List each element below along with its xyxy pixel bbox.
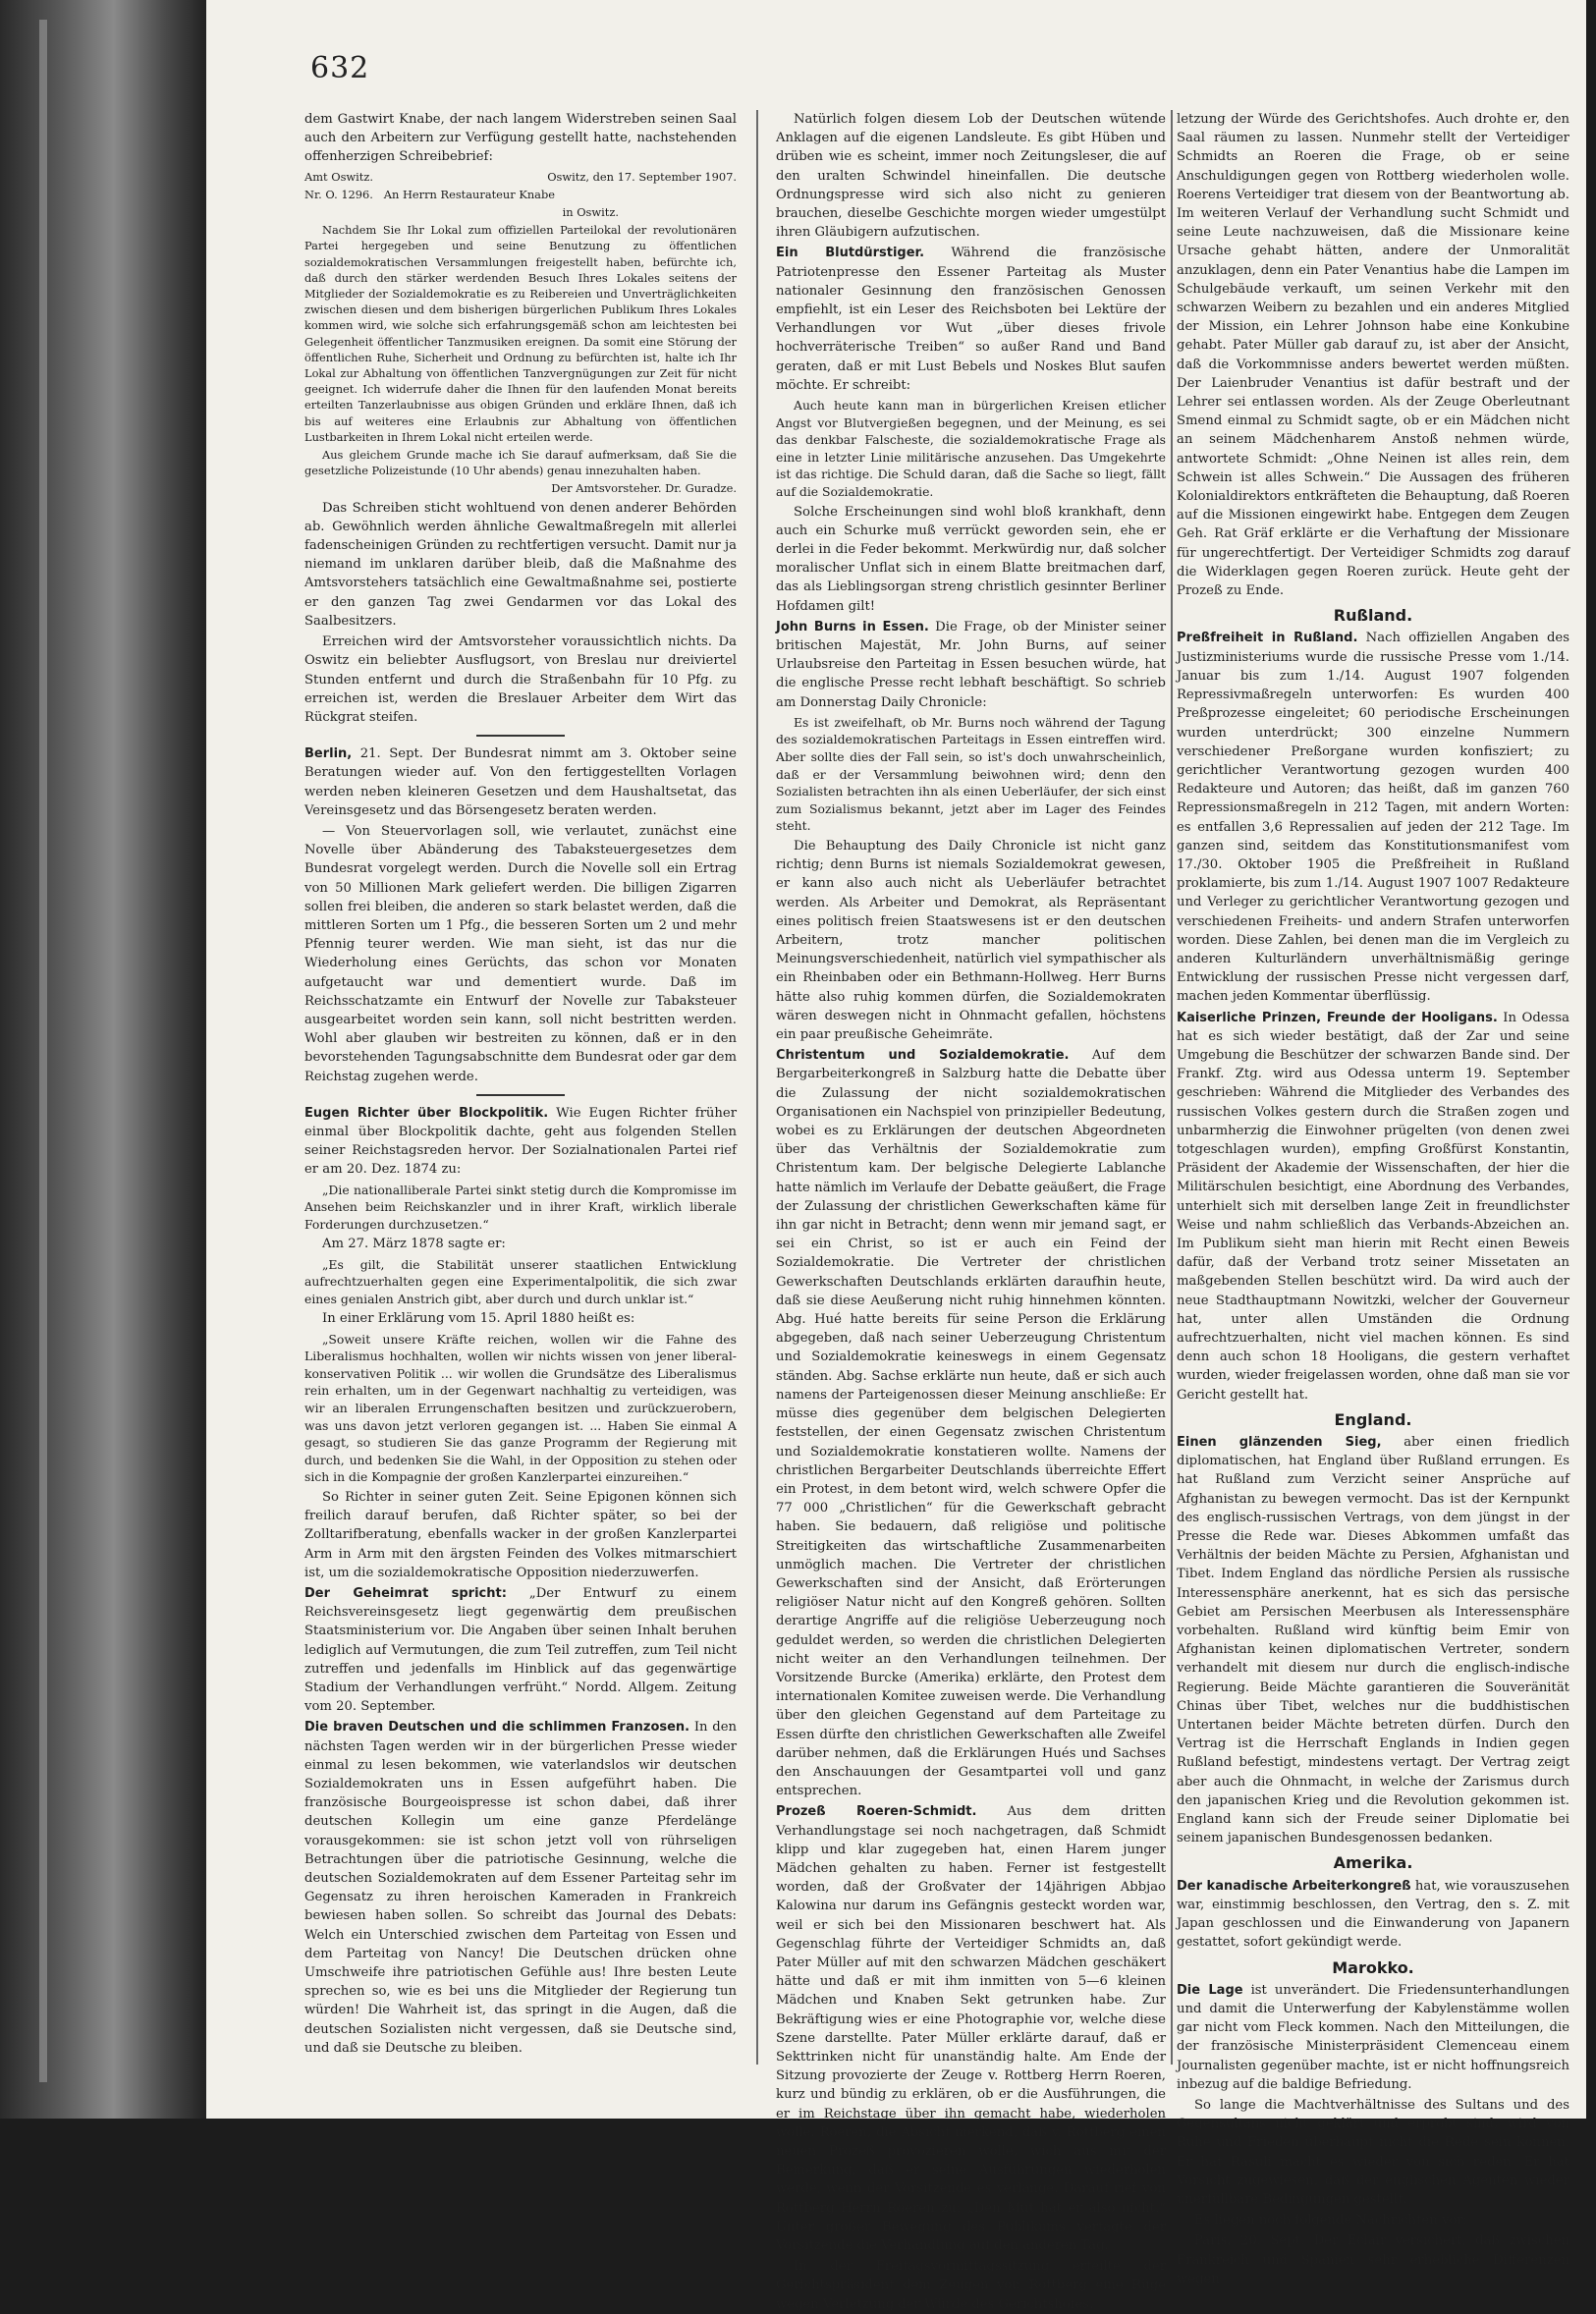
article-heading: Preßfreiheit in Rußland.: [1177, 631, 1358, 646]
article-text: Auf dem Bergarbeiterkongreß in Salzburg hatte die Debatte über die Zulassung der nicht sozialdemokratischen Organisationen ein Nachspiel von prinzipieller Bedeutung, wobei es zu Erklärungen der deutschen Abgeordneten über das Verhältnis der Sozialdemokratie zum Christentum kam. Der belgische Delegierte Lablanche hatte nämlich im Verlaufe der Debatte geäußert, die Frage der Zulassung der christlichen Gewerkschaften käme für ihn gar nicht in Betracht; denn wenn mir jemand sagt, er sei ein Christ, so ist er auch ein Feind der Sozialdemokratie. Die Vertreter der christlichen Gewerkschaften Deutschlands erklärten daraufhin heute, daß sie diese Aeußerung nicht ruhig hinnehmen könnten. Abg. Hué hatte bereits für seine Person die Erklärung abgegeben, daß nach seiner Ueberzeugung Christentum und Sozialdemokratie keineswegs in einem Gegensatz ständen. Abg. Sachse erklärte nun heute, daß er sich auch namens der Parteigenossen dieser Meinung anschließe: Er müsse dies gegenüber dem belgischen Delegierten feststellen, der einen Gegensatz zwischen Christentum und Sozialdemokratie konstatieren wollte. Namens der christlichen Bergarbeiter Deutschlands überreichte Effert ein Protest, in dem betont wird, welch schwere Opfer die 77 000 „Christlichen“ für die Gewerkschaft gebracht haben. Sie bedauern, daß religiöse und politische Streitigkeiten das wirtschaftliche Zusammenarbeiten unmöglich machen. Die Vertreter der christlichen Gewerkschaften sind der Ansicht, daß Erörterungen religiöser Natur nicht auf den Kongreß gehören. Sollten derartige Angriffe auf die religiöse Ueberzeugung noch geduldet werden, so werden die christlichen Delegierten nicht weiter an den Verhandlungen teilnehmen. Der Vorsitzende Burcke (Amerika) erklärte, den Protest dem internationalen Komitee zuweisen werde. Die Verhandlung über den gleichen Gegenstand auf dem Parteitage zu Essen dürfte den christlichen Gewerkschaften alle Zweifel darüber nehmen, daß die Erklärungen Hués und Sachses den Anschauungen der Gesamtpartei voll und ganz entsprechen.: [776, 1048, 1166, 1799]
letter-date: Oswitz, den 17. September 1907.: [547, 169, 737, 184]
article-richter: [304, 1104, 737, 1180]
paragraph: Solche Erscheinungen sind wohl bloß krankhaft, denn auch ein Schurke muß verrückt geworden sein, ehe er derlei in die Feder bekommt. Merkwürdig nur, daß solcher moralischer Unflat sich in einem Blatte breitmachen darf, das als Lieblingsorgan streng christlich gesinnter Berliner Hofdamen gilt!: [776, 504, 1166, 614]
article-berlin: [304, 744, 737, 820]
letter-postscript: Aus gleichem Grunde mache ich Sie darauf aufmerksam, daß Sie die gesetzliche Polizeistunde (10 Uhr abends) genau innezuhalten haben.: [304, 448, 737, 478]
article-amerika: [1177, 1877, 1569, 1953]
section-rule: [476, 735, 565, 737]
article-blutduerstiger: [776, 244, 1166, 395]
article-text: „Der Entwurf zu einem Reichsvereinsgesetz liegt gegenwärtig dem preußischen Staatsministerium vor. Die Angaben über seinen Inhalt beruhen lediglich auf Vermutungen, die zum Teil zutreffen, zum Teil nicht zutreffen und jedenfalls im Hinblick auf das gegenwärtige Stadium der Verhandlungen verfrüht.“ Nordd. Allgem. Zeitung vom 20. September.: [304, 1585, 737, 1715]
quotation: Auch heute kann man in bürgerlichen Kreisen etlicher Angst vor Blutvergießen begegnen, und der Meinung, es sei das denkbar Falscheste, die sozialdemokratische Frage als eine in letzter Linie militärische anzusehen. Das Umgekehrte ist das richtige. Die Schuld daran, daß die Sache so liegt, fällt auf die Sozialdemokratie.: [776, 398, 1166, 500]
paragraph: Erreichen wird der Amtsvorsteher voraussichtlich nichts. Da Oswitz ein beliebter Ausflugsort, von Breslau nur dreiviertel Stunden entfernt und durch die Straßenbahn für 10 Pfg. zu erreichen ist, werden die Breslauer Arbeiter dem Wirt das Rückgrat steifen.: [304, 634, 737, 725]
article-england: [1177, 1433, 1569, 1847]
article-text: Wie Eugen Richter früher einmal über Blockpolitik dachte, geht aus folgenden Stellen seiner Reichstagsreden hervor. Der Sozialnationalen Partei rief er am 20. Dez. 1874 zu:: [304, 1105, 737, 1178]
article-heading: Der kanadische Arbeiterkongreß: [1177, 1878, 1411, 1894]
letter-number: Nr. O. 1296.: [304, 187, 373, 201]
letter-recipient: An Herrn Restaurateur Knabe: [383, 187, 555, 201]
paragraph: Natürlich folgen diesem Lob der Deutschen wütende Anklagen auf die eigenen Landsleute. Es gibt Hüben und drüben wie es scheint, immer noch Zeitungsleser, die auf den uralten Schwindel hineinfallen. Die deutsche Ordnungspresse wird sich also nicht zu genieren brauchen, dieselbe Geschichte morgen wieder umgestülpt ihren Gläubigern aufzutischen.: [776, 112, 1166, 241]
article-heading: Der Geheimrat spricht:: [304, 1585, 507, 1601]
article-heading: Prozeß Roeren-Schmidt.: [776, 1804, 977, 1820]
paragraph: So lange die Machtverhältnisse des Sultans und des Gegensultans nicht geklärt und erprobt sind, wird von Ruhe und Frieden überhaupt nicht die Rede sein können. Er hat Rasuli macht es wieder von sich reden. Er hat Vorsicht zugewiesen, daß der englischen Agenten wieder unerfüllbare Bedingungen gestellt.: [1177, 2097, 1569, 2207]
letter-address: [304, 187, 737, 202]
paragraph: In einer Erklärung vom 15. April 1880 heißt es:: [322, 1311, 635, 1327]
letter-signature: Der Amtsvorsteher. Dr. Guradze.: [551, 481, 737, 496]
paragraph: — Von Steuervorlagen soll, wie verlautet, zunächst eine Novelle über Abänderung des Tabaksteuergesetzes dem Bundesrat vorgelegt werden. Durch die Novelle soll ein Ertrag von 50 Millionen Mark geliefert werden. Die billigen Zigarren sollen frei bleiben, die anderen so stark belastet werden, daß die mittleren Sorten um 1 Pfg., die besseren Sorten um 2 und mehr Pfennig teurer werden. Wie man sieht, ist das nur die Wiederholung eines Gerüchts, das schon vor Monaten aufgetaucht war und dementiert wurde. Daß im Reichsschatzamte ein Entwurf der Novelle zur Tabaksteuer ausgearbeitet worden sein kann, soll nicht bestritten werden. Wohl aber glauben wir bestreiten zu können, daß er in den bevorstehenden Tagungsabschnitte dem Bundesrat oder gar dem Reichstag zugehen werde.: [304, 823, 737, 1084]
article-heading: Kaiserliche Prinzen, Freunde der Hooligans.: [1177, 1010, 1498, 1025]
column-right: [1177, 110, 1570, 2286]
article-text: In den nächsten Tagen werden wir in der bürgerlichen Presse wieder einmal zu lesen bekommen, wie vaterlandslos wir deutschen Sozialdemokraten uns in Essen aufgeführt haben. Die französische Bourgeoispresse ist schon dabei, daß ihrer deutschen Kollegin um eine ganze Pferdelänge vorausgekommen: sie ist schon jetzt voll von rührseligen Betrachtungen über die patriotische Gesinnung, welche die deutschen Sozialdemokraten auf dem Essener Parteitag sehr im Gegensatz zu ihren heroischen Kameraden in Frankreich bewiesen haben sollen. So schreibt das Journal des Debats: Welch ein Unterschied zwischen dem Parteitag von Essen und dem Parteitag von Nancy! Die Deutschen drücken ohne Umschweife ihre patriotischen Gefühle aus! Ihre besten Leute sprechen so, wie es bei uns die Mitglieder der Regierung tun würden! Die Wahrheit ist, das springt in die Augen, daß die deutschen Sozialisten nicht vergessen, daß sie Deutsche sind, und daß sie Deutsche zu bleiben.: [304, 1720, 737, 2056]
paragraph: Die Behauptung des Daily Chronicle ist nicht ganz richtig; denn Burns ist niemals Sozialdemokrat gewesen, er kann also auch nicht als Ueberläufer betrachtet werden. Als Arbeiter und Demokrat, als Repräsentant eines politisch freien Staatswesens ist er den deutschen Arbeitern, trotz mancher politischen Meinungsverschiedenheit, natürlich viel sympathischer als ein Rheinbaben oder ein Bethmann-Hollweg. Herr Burns hätte also ruhig kommen dürfen, die Sozialdemokraten wären deswegen nicht in Ohnmacht gefallen, höchstens ein paar preußische Geheimräte.: [776, 839, 1166, 1043]
article-geheimrat: [304, 1584, 737, 1716]
article-text: aber einen friedlich diplomatischen, hat England über Rußland errungen. Es hat Rußland zum Verzicht seiner Ansprüche auf Afghanistan zu bewegen vermocht. Das ist der Kernpunkt des englisch-russischen Vertrags, von dem jüngst in der Presse die Rede war. Dieses Abkommen umfaßt das Verhältnis der beiden Mächte zu Persien, Afghanistan und Tibet. Indem England das nördliche Persien als russische Interessensphäre anerkennt, hat es sich das persische Gebiet am Persischen Meerbusen als Interessensphäre vorbehalten. Rußland wird künftig beim Emir von Afghanistan keinen diplomatischen Vertreter, sondern verhandelt mit diesem nur durch die englisch-indische Regierung. Beide Mächte garantieren die Souveränität Chinas über Tibet, welches nur die buddhistischen Untertanen beider Mächte betreten dürfen. Durch den Vertrag ist die Herrschaft Englands in Indien gegen Rußland befestigt, mindestens vertagt. Der Vertrag zeigt aber auch die Ohnmacht, in welche der Zarismus durch den japanischen Krieg und die Revolution gekommen ist. England kann sich der Freude seiner Diplomatie bei seinem japanischen Bundesgenossen bedanken.: [1177, 1435, 1569, 1846]
letter-office: Amt Oswitz.: [304, 169, 374, 184]
paragraph: Es liegen noch folgende Nachrichten vor:: [1194, 2213, 1468, 2229]
article-text: Aus dem dritten Verhandlungstage sei noch nachgetragen, daß Schmidt klipp und klar zugegeben hat, einen Harem junger Mädchen gehalten zu haben. Ferner ist festgestellt worden, daß der Großvater der 14jährigen Abbjao Kalowina nur darum ins Gefängnis gesteckt worden war, weil er sich bei den Missionaren beschwert hat. Als Gegenschlag führte der Verteidiger Schmidts an, daß Pater Müller auf mit den schwarzen Mädchen geschäkert hätte und daß er mit ihm inmitten von 5—6 kleinen Mädchen und Knaben Sekt getrunken habe. Zur Bekräftigung wies er eine Photographie vor, welche diese Szene darstellte. Pater Müller erklärte darauf, daß er Sekttrinken nicht für unanständig halte. Am Ende der Sitzung provozierte der Zeuge v. Rottberg Herrn Roeren, kurz und bündig zu erklären, ob er die Ausführungen, die er im Reichstage über ihn gemacht habe, wiederholen wolle. Roeren, die Absicht merkend, daß v. Rottberg einen neuen Prozeß provozieren wolle, wich aus mit der Bemerkung, daß er seine Ausführungen wiederholen werde, wenn der Vorsitzende es verlange. Darauf rief von Rottberg Herrn Roeren zu: „Den Mut hat er also nicht.“ Unter großer Bewegung des Publikums vertagte der Vorsitzende die Verhandlung auf den anderen Tag.: [776, 1804, 1166, 2254]
letter-place: in Oswitz.: [562, 205, 619, 220]
column-left: [304, 110, 737, 2084]
section-heading-amerika: Amerika.: [1333, 1853, 1413, 1873]
article-heading: Eugen Richter über Blockpolitik.: [304, 1105, 549, 1121]
quotation: „Die nationalliberale Partei sinkt stetig durch die Kompromisse im Ansehen beim Reichskanzler und in ihrer Kraft, wirklich liberale Forderungen durchzusetzen.“: [304, 1182, 737, 1232]
article-heading: Die Lage: [1177, 1982, 1243, 1998]
section-heading-england: England.: [1334, 1409, 1412, 1429]
column-middle: [776, 110, 1167, 2312]
column-divider: [756, 110, 758, 2065]
article-text: In Odessa hat es sich wieder bestätigt, daß der Zar und seine Umgebung die Beschützer der schwarzen Bande sind. Der Frankf. Ztg. wird aus Odessa unterm 19. September geschrieben: Während die Mitglieder des Verbandes des russischen Volkes gestern durch die Straßen zogen und unbarmherzig die Einwohner prügelten (von denen zwei totgeschlagen wurden), empfing Großfürst Konstantin, Präsident der Akademie der Wissenschaften, der hier die Militärschulen besichtigt, eine Abordnung des Verbandes, unterhielt sich mit derselben lange Zeit in freundlichster Weise und nahm schließlich das Verbands-Abzeichen an. Im Publikum sieht man hierin mit Recht einen Beweis dafür, daß der Verband trotz seiner Missetaten an maßgebenden Stellen beschützt wird. Da wird auch der neue Stadthauptmann Nowitzki, welcher der Gouverneur hat, unter allen Umständen die Ordnung aufrechtzuerhalten, nicht viel machen können. Es sind denn auch schon 18 Hooligans, die gestern verhaftet wurden, wieder freigelassen worden, ohne daß man sie vor Gericht gestellt hat.: [1177, 1010, 1569, 1403]
paragraph: Das Schreiben sticht wohltuend von denen anderer Behörden ab. Gewöhnlich werden ähnliche Gewaltmaßregeln mit allerlei fadenscheinigen Gründen zu rechtfertigen versucht. Damit nur ja niemand im unklaren darüber bleib, daß die Maßnahme des Amtsvorstehers tatsächlich eine Gewaltmaßnahme sei, postierte er den ganzen Tag zwei Gendarmen vor das Lokal des Saalbesitzers.: [304, 500, 737, 629]
article-text: 21. Sept. Der Bundesrat nimmt am 3. Oktober seine Beratungen wieder auf. Von den fertiggestellten Vorlagen werden neben kleineren Gesetzen und dem Haushaltsetat, das Vereinsgesetz und das Börsengesetz beraten werden.: [304, 746, 737, 818]
paragraph: letzung der Würde des Gerichtshofes. Auch drohte er, den Saal räumen zu lassen. Nunmehr stellt der Verteidiger Schmidts an Roeren die Frage, ob er seine Anschuldigungen gegen von Rottberg wiederholen wolle. Roerens Verteidiger trat diesem von der Beantwortung ab. Im weiteren Verlauf der Verhandlung sucht Schmidt und seine Leute nachzuweisen, daß die Missionare keine Ursache gehabt hätten, andere der Unmoralität anzuklagen, denn ein Pater Venantius habe die Lampen im Schulgebäude verkauft, um seinen Verkehr mit den schwarzen Weibern zu bezahlen und ein anderes Mitglied der Mission, ein Lehrer Johnson habe eine Konkubine gehabt. Pater Müller gab darauf zu, ist aber der Ansicht, daß die Vorkommnisse anders bewertet werden müßten. Der Laienbruder Venantius ist dafür bestraft und der Lehrer sei entlassen worden. Als der Zeuge Oberleutnant Smend einmal zu Schmidt sagte, ob er ein Mädchen nicht an seinem Mädchenharem Anstoß nehmen würde, antwortete Schmidt: „Ohne Neinen ist alles rein, dem Schwein ist alles Schwein.“ Die Aussagen des früheren Kolonialdirektors entkräfteten die Behauptung, daß Roeren auf die Missionen eingewirkt habe. Entgegen dem Zeugen Geh. Rat Gräf erklärte er die Verhaftung der Missionare für ungerechtfertigt. Der Verteidiger Schmidts zog darauf die Widerklagen gegen Roeren zurück. Heute geht der Prozeß zu Ende.: [1177, 112, 1569, 599]
article-franzosen: [304, 1718, 737, 2058]
article-heading: Berlin,: [304, 746, 353, 762]
book-binding-spine: [0, 0, 206, 2119]
quotation: „Es gilt, die Stabilität unserer staatlichen Entwicklung aufrechtzuerhalten gegen eine Experimentalpolitik, die sich zwar eines genialen Anstrich gibt, aber durch und durch unklar ist.“: [304, 1256, 737, 1306]
page-number: 632: [310, 51, 370, 85]
quotation: Es ist zweifelhaft, ob Mr. Burns noch während der Tagung des sozialdemokratischen Parteitags in Essen eintreffen wird. Aber sollte dies der Fall sein, so ist's doch unwahrscheinlich, daß er der Versammlung beiwohnen wird; denn den Sozialisten betrachten ihn als einen Ueberläufer, der sich einst zum Sozialismus bekannt, jetzt aber im Lager des Feindes steht.: [776, 714, 1166, 834]
column-divider: [1171, 110, 1173, 2065]
paragraph: Am 27. März 1878 sagte er:: [322, 1237, 506, 1252]
article-pressefreiheit: [1177, 629, 1569, 1006]
article-heading: John Burns in Essen.: [776, 619, 929, 634]
article-christentum: [776, 1046, 1166, 1800]
article-text: Während die französische Patriotenpresse den Essener Parteitag als Muster nationaler Gesinnung den französischen Genossen empfiehlt, ist ein Leser des Reichsboten bei Lektüre der Verhandlungen vor Wut „über dieses frivole hochverräterische Treiben“ so außer Rand und Band geraten, daß er mit Lust Bebels und Noskes Blut saufen möchte. Er schreibt:: [776, 246, 1167, 393]
article-text: Die Frage, ob der Minister seiner britischen Majestät, Mr. John Burns, auf seiner Urlaubsreise den Parteitag in Essen besuchen würde, hat die englische Presse recht lebhaft beschäftigt. So schrieb am Donnerstag Daily Chronicle:: [776, 619, 1166, 710]
article-heading: Die braven Deutschen und die schlimmen Franzosen.: [304, 1720, 690, 1736]
article-marokko: [1177, 1981, 1569, 2094]
article-heading: Christentum und Sozialdemokratie.: [776, 1048, 1070, 1064]
article-heading: Ein Blutdürstiger.: [776, 246, 925, 261]
article-text: Nach offiziellen Angaben des Justizministeriums wurde die russische Presse vom 1./14. Januar bis zum 1./14. August 1907 folgenden Repressivmaßregeln unterworfen: Es wurden 400 Preßprozesse eingeleitet; 60 periodische Erscheinungen wurden unterdrückt; 300 einzelne Nummern verschiedener Preßorgane wurden konfisziert; zu gerichtlicher Verantwortung gezogen wurden 400 Redakteure und Autoren; das heißt, daß im ganzen 760 Repressionsmaßregeln in 212 Tagen, mit andern Worten: es entfallen 3,6 Repressalien auf jeden der 212 Tage. Im ganzen sind, seitdem das Konstitutionsmanifest vom 17./30. Oktober 1905 die Preßfreiheit in Rußland proklamierte, bis zum 1./14. August 1907 1007 Redakteure und Verleger zu gerichtlicher Verantwortung gezogen und verschiedenen Freiheits- und andern Strafen unterworfen worden. Diese Zahlen, bei denen man die im Vergleich zu anderen Kulturländern unverhältnismäßig geringe Entwicklung der russischen Presse nicht vergessen darf, machen jeden Kommentar überflüssig.: [1177, 631, 1570, 1005]
paragraph: dem Gastwirt Knabe, der nach langem Widerstreben seinen Saal auch den Arbeitern zur Verfügung gestellt hatte, nachstehenden offenherzigen Schreibebrief:: [304, 112, 737, 165]
binding-stripe: [39, 20, 47, 2082]
letter-body: Nachdem Sie Ihr Lokal zum offiziellen Parteilokal der revolutionären Partei hergegeben und seine Benutzung zu öffentlichen sozialdemokratischen Versammlungen freigestellt haben, befürchte ich, daß durch den stärker werdenden Besuch Ihres Lokales seitens der Mitglieder der Sozialdemokratie es zu Reibereien und Unverträglichkeiten zwischen diesen und dem bisherigen bürgerlichen Publikum Ihres Lokales kommen wird, wie solche sich erfahrungsgemäß schon am leichtesten bei Gelegenheit öffentlicher Tanzmusiken ereignen. Da somit eine Störung der öffentlichen Ruhe, Sicherheit und Ordnung zu befürchten ist, halte ich Ihr Lokal zur Abhaltung von öffentlichen Tanzvergnügungen zur Zeit für nicht geeignet. Ich widerrufe daher die Ihnen für den laufenden Monat bereits erteilten Tanzerlaubnisse aus obigen Gründen und erkläre Ihnen, daß ich bis auf weiteres eine Erlaubnis zur Abhaltung von öffentlichen Lustbarkeiten in Ihrem Lokal nicht erteilen werde.: [304, 223, 737, 444]
article-prozess: [776, 1802, 1166, 2255]
paragraph: In der Freitagsvormittagssitzung erteilte der Gerichtspräsident dem Zeugen von Rottberg eine Rüge wegen Verletzung der Würde des Gerichtshofes.: [776, 2259, 1166, 2312]
article-text: hat, wie vorauszusehen war, einstimmig beschlossen, den Vertrag, den s. Z. mit Japan geschlossen und die Einwanderung von Japanern gestattet, sofort gekündigt werde.: [1177, 1878, 1570, 1951]
letter-header: [304, 169, 737, 185]
article-text: ist unverändert. Die Friedensunterhandlungen und damit die Unterwerfung der Kabylenstämme wollen gar nicht vom Fleck kommen. Nach den Mitteilungen, die der französische Ministerpräsident Clemenceau einem Journalisten gegenüber machte, ist er nicht hoffnungsreich inbezug auf die baldige Befriedung.: [1177, 1982, 1569, 2092]
paragraph: Paris, 20. Sept. Der Eclair versichert, daß zwischen Frankreich und Spanien sehr erhebliche Differenzen wegen: [1177, 2233, 1569, 2286]
section-heading-russland: Rußland.: [1333, 606, 1413, 626]
section-rule: [476, 1094, 565, 1096]
paragraph: So Richter in seiner guten Zeit. Seine Epigonen können sich freilich darauf berufen, daß Richter später, so bei der Zolltarifberatung, ebenfalls wacker in der großen Kanzlerpartei Arm in Arm mit den ärgsten Feinden des Volkes mitmarschiert ist, um die sozialdemokratische Opposition niederzuwerfen.: [304, 1489, 737, 1580]
section-heading-marokko: Marokko.: [1332, 1957, 1414, 1977]
quotation: „Soweit unsere Kräfte reichen, wollen wir die Fahne des Liberalismus hochhalten, wollen wir nichts wissen von jener liberal-konservativen Politik ... wir wollen die Grundsätze des Liberalismus rein erhalten, um in der Gegenwart nachhaltig zu verteidigen, was wir an liberalen Errungenschaften besitzen und zurückzuerobern, was uns davon jetzt verloren gegangen ist. ... Haben Sie einmal A gesagt, so studieren Sie das ganze Programm der Regierung mit durch, und bedenken Sie die Wahl, in der Opposition zu stehen oder sich in die Kompagnie der großen Kanzlerpartei einzureihen.“: [304, 1331, 737, 1485]
article-heading: Einen glänzenden Sieg,: [1177, 1435, 1382, 1451]
article-burns: [776, 618, 1166, 712]
article-hooligans: [1177, 1009, 1569, 1405]
